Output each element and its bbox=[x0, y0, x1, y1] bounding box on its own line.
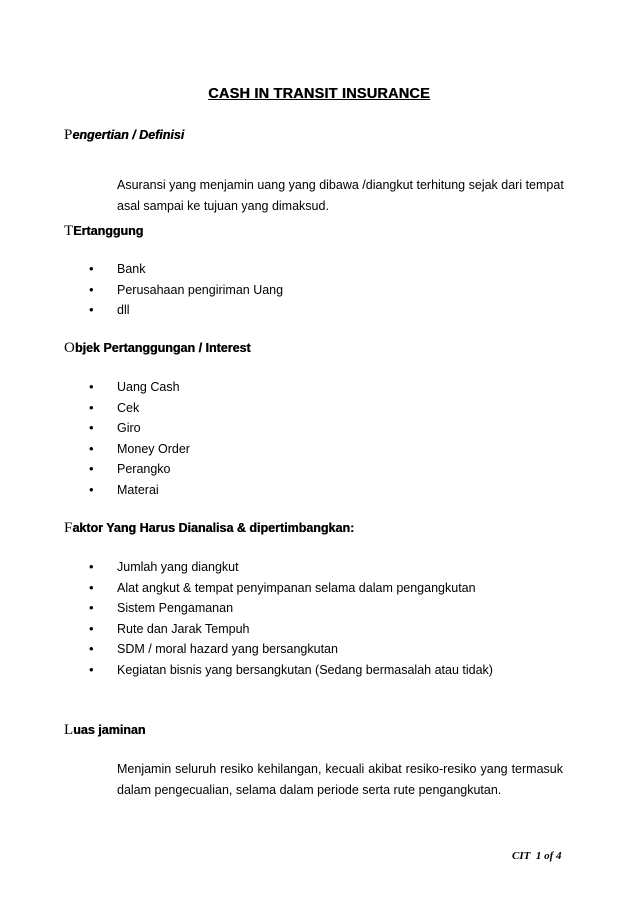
heading-initial: P bbox=[64, 127, 73, 143]
bullet-icon: • bbox=[89, 641, 94, 656]
bullet-icon: • bbox=[89, 420, 94, 435]
paragraph-line: Menjamin seluruh resiko kehilangan, kecuali akibat resiko-resiko yang termasuk bbox=[117, 762, 563, 776]
heading-initial: L bbox=[64, 722, 74, 738]
heading-initial: O bbox=[64, 340, 75, 356]
definition-paragraph bbox=[117, 175, 563, 217]
bullet-icon: • bbox=[89, 399, 94, 415]
heading-pengertian bbox=[64, 127, 184, 144]
heading-initial: T bbox=[64, 223, 74, 239]
heading-luas-jaminan bbox=[64, 722, 145, 739]
bullet-icon: • bbox=[89, 559, 94, 574]
bullet-icon: • bbox=[89, 302, 94, 317]
bullet-icon: • bbox=[89, 579, 94, 595]
bullet-icon: • bbox=[89, 379, 94, 394]
bullet-icon: • bbox=[89, 620, 94, 636]
bullet-icon: • bbox=[89, 440, 94, 456]
heading-text: Ertanggung bbox=[73, 224, 144, 238]
bullet-icon: • bbox=[89, 600, 94, 615]
bullet-icon: • bbox=[89, 481, 94, 497]
document-title: CASH IN TRANSIT INSURANCE bbox=[208, 86, 430, 102]
heading-tertanggung bbox=[64, 223, 143, 240]
heading-text: uas jaminan bbox=[73, 723, 146, 737]
heading-faktor bbox=[64, 520, 354, 537]
paragraph-line: Asuransi yang menjamin uang yang dibawa /diangkut terhitung sejak dari tempat bbox=[117, 178, 564, 192]
heading-text: bjek Pertanggungan / Interest bbox=[74, 341, 251, 355]
page-footer: CIT 1 of 4 bbox=[512, 850, 562, 862]
bullet-icon: • bbox=[89, 461, 94, 476]
paragraph-line: asal sampai ke tujuan yang dimaksud. bbox=[117, 199, 329, 213]
heading-text: aktor Yang Harus Dianalisa & dipertimbangkan: bbox=[72, 521, 355, 535]
coverage-paragraph bbox=[117, 759, 563, 801]
bullet-icon: • bbox=[89, 661, 94, 677]
heading-initial: F bbox=[64, 520, 73, 536]
heading-objek bbox=[64, 340, 251, 357]
bullet-icon: • bbox=[89, 281, 94, 297]
bullet-icon: • bbox=[89, 261, 94, 276]
heading-text: engertian / Definisi bbox=[72, 128, 185, 142]
paragraph-line: dalam pengecualian, selama dalam periode serta rute pengangkutan. bbox=[117, 783, 502, 797]
